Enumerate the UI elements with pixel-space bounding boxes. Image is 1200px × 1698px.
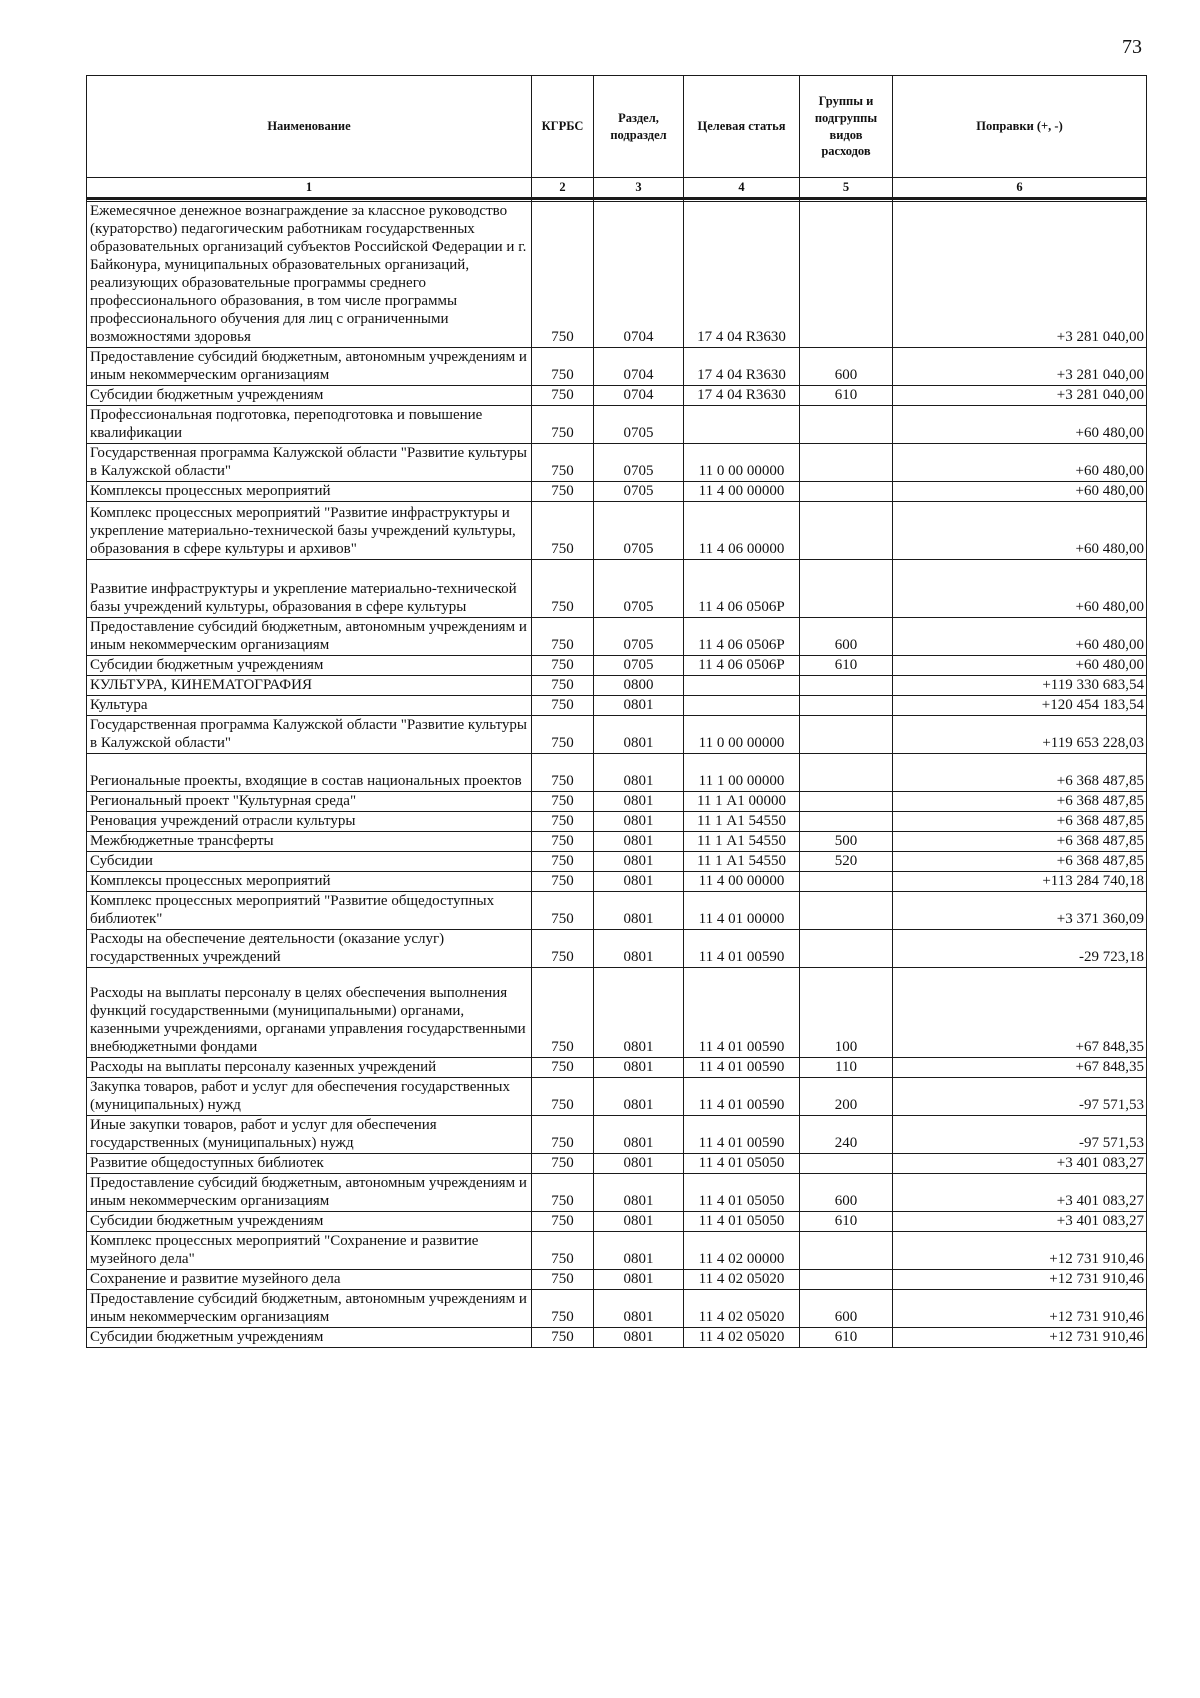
table-row [87, 348, 1147, 386]
table-row [87, 852, 1147, 872]
row-target: 11 4 01 05050 [684, 1174, 800, 1212]
row-section: 0705 [594, 406, 684, 444]
table-row [87, 406, 1147, 444]
table-row [87, 1290, 1147, 1328]
table-row [87, 930, 1147, 968]
row-target [684, 406, 800, 444]
row-group [800, 792, 893, 812]
row-kgrbs: 750 [532, 754, 594, 792]
row-kgrbs: 750 [532, 444, 594, 482]
row-section: 0801 [594, 696, 684, 716]
row-kgrbs: 750 [532, 1058, 594, 1078]
row-kgrbs: 750 [532, 406, 594, 444]
row-group: 100 [800, 968, 893, 1058]
row-target: 11 4 02 00000 [684, 1232, 800, 1270]
row-kgrbs: 750 [532, 502, 594, 560]
row-amount: -29 723,18 [893, 930, 1147, 968]
row-target: 11 4 01 00590 [684, 1058, 800, 1078]
header-row [87, 76, 1147, 178]
table-row [87, 892, 1147, 930]
row-section: 0705 [594, 482, 684, 502]
row-target: 11 1 А1 54550 [684, 852, 800, 872]
row-kgrbs: 750 [532, 618, 594, 656]
row-section: 0705 [594, 444, 684, 482]
row-group: 600 [800, 618, 893, 656]
table-row [87, 656, 1147, 676]
table-row [87, 1116, 1147, 1154]
row-name: Сохранение и развитие музейного дела [87, 1270, 532, 1290]
row-group [800, 406, 893, 444]
row-section: 0801 [594, 1154, 684, 1174]
row-amount: +3 371 360,09 [893, 892, 1147, 930]
row-name: Субсидии бюджетным учреждениям [87, 1212, 532, 1232]
row-group [800, 892, 893, 930]
row-group [800, 676, 893, 696]
row-name: Субсидии [87, 852, 532, 872]
row-kgrbs: 750 [532, 1290, 594, 1328]
row-section: 0801 [594, 930, 684, 968]
row-amount: +3 401 083,27 [893, 1212, 1147, 1232]
row-group [800, 696, 893, 716]
row-amount: +119 653 228,03 [893, 716, 1147, 754]
header-target: Целевая статья [684, 76, 800, 178]
row-section: 0704 [594, 348, 684, 386]
row-name: Предоставление субсидий бюджетным, автономным учреждениям и иным некоммерческим организациям [87, 1290, 532, 1328]
row-name: Государственная программа Калужской области "Развитие культуры в Калужской области" [87, 444, 532, 482]
row-name: Субсидии бюджетным учреждениям [87, 386, 532, 406]
table-row [87, 1058, 1147, 1078]
row-amount: +67 848,35 [893, 968, 1147, 1058]
row-kgrbs: 750 [532, 348, 594, 386]
header-kgrbs: КГРБС [532, 76, 594, 178]
row-amount: +60 480,00 [893, 502, 1147, 560]
row-kgrbs: 750 [532, 1174, 594, 1212]
table-row [87, 812, 1147, 832]
row-target: 11 4 01 00590 [684, 1078, 800, 1116]
row-amount: +60 480,00 [893, 406, 1147, 444]
row-kgrbs: 750 [532, 812, 594, 832]
row-kgrbs: 750 [532, 792, 594, 812]
row-amount: +12 731 910,46 [893, 1232, 1147, 1270]
row-name: Комплексы процессных мероприятий [87, 872, 532, 892]
row-target: 11 4 00 00000 [684, 482, 800, 502]
row-group [800, 202, 893, 348]
row-target: 11 1 А1 54550 [684, 832, 800, 852]
row-name: Расходы на выплаты персоналу в целях обеспечения выполнения функций государственными (муниципальными) органами, казенными учреждениями, органами управления государственными внебюджетными фондами [87, 968, 532, 1058]
row-section: 0801 [594, 754, 684, 792]
row-name: Субсидии бюджетным учреждениям [87, 656, 532, 676]
row-group [800, 444, 893, 482]
row-name: Закупка товаров, работ и услуг для обеспечения государственных (муниципальных) нужд [87, 1078, 532, 1116]
table-row [87, 1212, 1147, 1232]
row-target: 11 4 00 00000 [684, 872, 800, 892]
row-section: 0801 [594, 1232, 684, 1270]
row-group [800, 482, 893, 502]
row-group [800, 812, 893, 832]
header-name: Наименование [87, 76, 532, 178]
table-row [87, 968, 1147, 1058]
table-row [87, 444, 1147, 482]
row-kgrbs: 750 [532, 852, 594, 872]
row-name: Развитие инфраструктуры и укрепление материально-технической базы учреждений культуры, образования в сфере культуры [87, 560, 532, 618]
row-name: Иные закупки товаров, работ и услуг для обеспечения государственных (муниципальных) нужд [87, 1116, 532, 1154]
row-section: 0801 [594, 1116, 684, 1154]
column-numbers-row [87, 178, 1147, 199]
row-kgrbs: 750 [532, 832, 594, 852]
row-group: 600 [800, 1174, 893, 1212]
row-name: Комплекс процессных мероприятий "Развитие инфраструктуры и укрепление материально-технической базы учреждений культуры, образования в сфере культуры и архивов" [87, 502, 532, 560]
row-amount: +6 368 487,85 [893, 754, 1147, 792]
row-target [684, 676, 800, 696]
column-number: 3 [594, 178, 684, 199]
row-amount: +60 480,00 [893, 444, 1147, 482]
table-row [87, 676, 1147, 696]
row-target: 11 4 02 05020 [684, 1328, 800, 1348]
row-section: 0801 [594, 872, 684, 892]
row-kgrbs: 750 [532, 1154, 594, 1174]
row-amount: +12 731 910,46 [893, 1290, 1147, 1328]
row-group [800, 716, 893, 754]
row-name: Региональный проект "Культурная среда" [87, 792, 532, 812]
row-group: 240 [800, 1116, 893, 1154]
row-name: Предоставление субсидий бюджетным, автономным учреждениям и иным некоммерческим организациям [87, 348, 532, 386]
row-target: 17 4 04 R3630 [684, 386, 800, 406]
row-name: Профессиональная подготовка, переподготовка и повышение квалификации [87, 406, 532, 444]
table-row [87, 872, 1147, 892]
row-kgrbs: 750 [532, 1078, 594, 1116]
row-kgrbs: 750 [532, 202, 594, 348]
row-name: Развитие общедоступных библиотек [87, 1154, 532, 1174]
row-section: 0801 [594, 1058, 684, 1078]
row-group: 520 [800, 852, 893, 872]
row-kgrbs: 750 [532, 560, 594, 618]
row-target: 17 4 04 R3630 [684, 202, 800, 348]
table-row [87, 792, 1147, 812]
row-section: 0705 [594, 656, 684, 676]
row-section: 0705 [594, 502, 684, 560]
row-group: 610 [800, 1212, 893, 1232]
row-target: 11 4 01 05050 [684, 1212, 800, 1232]
row-amount: +12 731 910,46 [893, 1328, 1147, 1348]
table-row [87, 832, 1147, 852]
row-target: 11 4 01 00590 [684, 968, 800, 1058]
row-name: Ежемесячное денежное вознаграждение за классное руководство (кураторство) педагогическим работникам государственных образовательных организаций субъектов Российской Федерации и г. Байконура, муниципальных образовательных организаций, реализующих образовательные программы среднего профессионального образования, в том числе программы профессионального обучения для лиц с ограниченными возможностями здоровья [87, 202, 532, 348]
page-number: 73 [1122, 36, 1142, 58]
row-kgrbs: 750 [532, 482, 594, 502]
row-amount: +3 401 083,27 [893, 1174, 1147, 1212]
row-amount: +113 284 740,18 [893, 872, 1147, 892]
row-group [800, 1232, 893, 1270]
row-kgrbs: 750 [532, 872, 594, 892]
table-row [87, 1328, 1147, 1348]
table-row [87, 1078, 1147, 1116]
row-kgrbs: 750 [532, 696, 594, 716]
row-kgrbs: 750 [532, 676, 594, 696]
row-amount: -97 571,53 [893, 1116, 1147, 1154]
row-group [800, 560, 893, 618]
row-section: 0801 [594, 792, 684, 812]
row-target [684, 696, 800, 716]
row-section: 0704 [594, 202, 684, 348]
row-section: 0801 [594, 1174, 684, 1212]
row-section: 0801 [594, 892, 684, 930]
row-amount: +6 368 487,85 [893, 852, 1147, 872]
row-amount: +3 281 040,00 [893, 348, 1147, 386]
row-group: 500 [800, 832, 893, 852]
row-amount: +60 480,00 [893, 482, 1147, 502]
table-row [87, 386, 1147, 406]
row-kgrbs: 750 [532, 1328, 594, 1348]
header-groups: Группы и подгруппы видов расходов [800, 76, 893, 178]
row-target: 11 1 А1 00000 [684, 792, 800, 812]
row-section: 0705 [594, 560, 684, 618]
row-group [800, 754, 893, 792]
row-name: Комплексы процессных мероприятий [87, 482, 532, 502]
row-name: Комплекс процессных мероприятий "Сохранение и развитие музейного дела" [87, 1232, 532, 1270]
row-target: 11 0 00 00000 [684, 716, 800, 754]
row-amount: +60 480,00 [893, 656, 1147, 676]
row-name: Региональные проекты, входящие в состав национальных проектов [87, 754, 532, 792]
table-row [87, 716, 1147, 754]
row-name: Расходы на обеспечение деятельности (оказание услуг) государственных учреждений [87, 930, 532, 968]
table-body [87, 199, 1147, 1348]
row-kgrbs: 750 [532, 892, 594, 930]
row-target: 17 4 04 R3630 [684, 348, 800, 386]
row-name: Культура [87, 696, 532, 716]
table-row [87, 560, 1147, 618]
row-group: 200 [800, 1078, 893, 1116]
column-number: 2 [532, 178, 594, 199]
row-section: 0801 [594, 1290, 684, 1328]
row-section: 0801 [594, 1078, 684, 1116]
row-kgrbs: 750 [532, 656, 594, 676]
row-target: 11 4 06 0506Р [684, 618, 800, 656]
row-amount: +60 480,00 [893, 560, 1147, 618]
table-row [87, 1174, 1147, 1212]
row-group: 610 [800, 1328, 893, 1348]
row-amount: +119 330 683,54 [893, 676, 1147, 696]
row-name: Предоставление субсидий бюджетным, автономным учреждениям и иным некоммерческим организациям [87, 618, 532, 656]
row-target: 11 1 00 00000 [684, 754, 800, 792]
row-name: КУЛЬТУРА, КИНЕМАТОГРАФИЯ [87, 676, 532, 696]
table-row [87, 1154, 1147, 1174]
row-section: 0801 [594, 1212, 684, 1232]
row-section: 0801 [594, 968, 684, 1058]
row-group [800, 502, 893, 560]
row-group: 610 [800, 386, 893, 406]
row-amount: +67 848,35 [893, 1058, 1147, 1078]
row-amount: +6 368 487,85 [893, 792, 1147, 812]
row-name: Межбюджетные трансферты [87, 832, 532, 852]
row-target: 11 4 01 05050 [684, 1154, 800, 1174]
row-section: 0801 [594, 852, 684, 872]
row-group [800, 930, 893, 968]
table-row [87, 1270, 1147, 1290]
row-group: 600 [800, 1290, 893, 1328]
table-row [87, 754, 1147, 792]
row-section: 0800 [594, 676, 684, 696]
row-group: 610 [800, 656, 893, 676]
row-target: 11 1 А1 54550 [684, 812, 800, 832]
row-amount: +3 281 040,00 [893, 386, 1147, 406]
row-kgrbs: 750 [532, 1212, 594, 1232]
row-amount: +120 454 183,54 [893, 696, 1147, 716]
table-row [87, 696, 1147, 716]
row-amount: +6 368 487,85 [893, 832, 1147, 852]
row-section: 0801 [594, 832, 684, 852]
row-name: Субсидии бюджетным учреждениям [87, 1328, 532, 1348]
row-amount: +12 731 910,46 [893, 1270, 1147, 1290]
row-name: Государственная программа Калужской области "Развитие культуры в Калужской области" [87, 716, 532, 754]
column-number: 6 [893, 178, 1147, 199]
row-amount: +60 480,00 [893, 618, 1147, 656]
row-target: 11 4 01 00000 [684, 892, 800, 930]
row-section: 0704 [594, 386, 684, 406]
row-target: 11 4 02 05020 [684, 1270, 800, 1290]
table-row [87, 1232, 1147, 1270]
row-kgrbs: 750 [532, 1116, 594, 1154]
row-kgrbs: 750 [532, 1232, 594, 1270]
header-section: Раздел, подраздел [594, 76, 684, 178]
row-amount: +6 368 487,85 [893, 812, 1147, 832]
row-section: 0801 [594, 1328, 684, 1348]
row-name: Комплекс процессных мероприятий "Развитие общедоступных библиотек" [87, 892, 532, 930]
row-amount: -97 571,53 [893, 1078, 1147, 1116]
row-name: Расходы на выплаты персоналу казенных учреждений [87, 1058, 532, 1078]
column-number: 1 [87, 178, 532, 199]
row-target: 11 4 01 00590 [684, 930, 800, 968]
row-kgrbs: 750 [532, 1270, 594, 1290]
row-target: 11 4 06 0506Р [684, 560, 800, 618]
row-kgrbs: 750 [532, 386, 594, 406]
row-group [800, 872, 893, 892]
row-kgrbs: 750 [532, 968, 594, 1058]
table-row [87, 618, 1147, 656]
row-name: Реновация учреждений отрасли культуры [87, 812, 532, 832]
table-row [87, 482, 1147, 502]
table-row [87, 202, 1147, 348]
row-target: 11 4 06 0506Р [684, 656, 800, 676]
row-kgrbs: 750 [532, 716, 594, 754]
row-group: 600 [800, 348, 893, 386]
row-section: 0801 [594, 1270, 684, 1290]
row-amount: +3 401 083,27 [893, 1154, 1147, 1174]
row-group: 110 [800, 1058, 893, 1078]
column-number: 5 [800, 178, 893, 199]
row-target: 11 4 06 00000 [684, 502, 800, 560]
header-amendments: Поправки (+, -) [893, 76, 1147, 178]
budget-amendments-table [86, 75, 1147, 1348]
row-section: 0705 [594, 618, 684, 656]
row-amount: +3 281 040,00 [893, 202, 1147, 348]
row-group [800, 1154, 893, 1174]
row-section: 0801 [594, 812, 684, 832]
row-target: 11 4 02 05020 [684, 1290, 800, 1328]
table-row [87, 502, 1147, 560]
row-name: Предоставление субсидий бюджетным, автономным учреждениям и иным некоммерческим организациям [87, 1174, 532, 1212]
row-target: 11 0 00 00000 [684, 444, 800, 482]
row-target: 11 4 01 00590 [684, 1116, 800, 1154]
row-kgrbs: 750 [532, 930, 594, 968]
column-number: 4 [684, 178, 800, 199]
row-section: 0801 [594, 716, 684, 754]
row-group [800, 1270, 893, 1290]
